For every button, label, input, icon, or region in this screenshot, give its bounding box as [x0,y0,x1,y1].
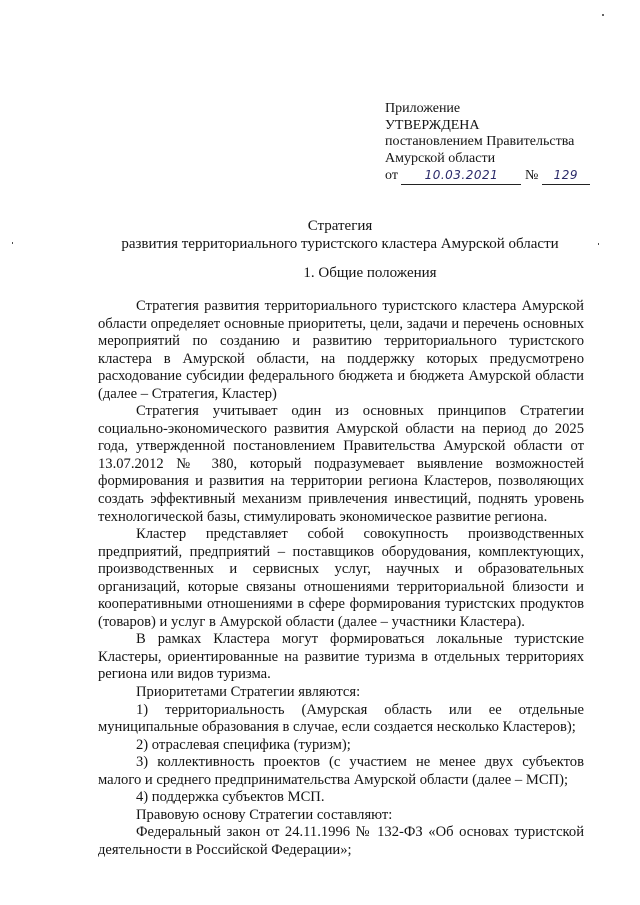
approval-approved: УТВЕРЖДЕНА [385,117,480,133]
date-prefix: от [385,168,398,183]
approval-block [385,101,590,185]
approval-date-line [385,167,590,185]
paragraph: Стратегия развития территориального туристского кластера Амурской области определяет основные приоритеты, цели, задачи и перечень основных мероприятий по созданию и развитию территориального туристского кластера в Амурской области, на поддержку которых предусмотрено расходование субсидии федерального бюджета и бюджета Амурской области (далее – Стратегия, Кластер) [98,298,584,402]
approval-appendix: Приложение [385,101,461,116]
section-heading: 1. Общие положения [303,265,437,281]
paragraph: Кластер представляет собой совокупность производственных предприятий, предприятий – поставщиков оборудования, комплектующих, производственных и сервисных услуг, научных и образовательных организаций, которые связаны отношениями территориальной близости и кооперативными отношениями в сфере формирования туристских продуктов (товаров) и услуг в Амурской области (далее – участники Кластера). [98,526,584,630]
paragraph: Стратегия учитывает один из основных принципов Стратегии социально-экономического развития Амурской области на период до 2025 года, утвержденной постановлением Правительства Амурской области от 13.07.2012 № 380, который подразумевает выявление возможностей формирования и развития на территории региона Кластеров, позволяющих создать эффективный механизм привлечения инвестиций, поднять уровень технологической базы, стимулировать экономическое развитие региона. [98,403,584,525]
approval-resolution: постановлением Правительства [385,134,575,149]
number-sign: № [524,168,539,183]
paragraph: 1) территориальность (Амурская область или ее отдельные муниципальные образования в случае, если создается несколько Кластеров); [98,701,584,736]
paragraph: Федеральный закон от 24.11.1996 № 132-ФЗ «Об основах туристской деятельности в Российской Федерации»; [98,824,584,858]
paragraph: В рамках Кластера могут формироваться локальные туристские Кластеры, ориентированные на развитие туризма в отдельных территориях региона или видов туризма. [98,631,584,683]
scan-speck [602,14,604,16]
document-body [98,298,584,860]
approval-region: Амурской области [385,150,496,166]
paragraph: 3) коллективность проектов (с участием не менее двух субъектов малого и среднего предпринимательства Амурской области (далее – МСП); [98,754,584,788]
document-title-line2: развития территориального туристского кластера Амурской области [121,236,559,252]
handwritten-number: 129 [542,167,590,185]
document-title-line1: Стратегия [307,218,373,234]
paragraph: Приоритетами Стратегии являются: [136,684,361,701]
handwritten-date: 10.03.2021 [401,167,521,185]
paragraph: Правовую основу Стратегии составляют: [136,806,393,823]
paragraph: 2) отраслевая специфика (туризм); [136,736,351,753]
paragraph: 4) поддержка субъектов МСП. [136,789,325,806]
